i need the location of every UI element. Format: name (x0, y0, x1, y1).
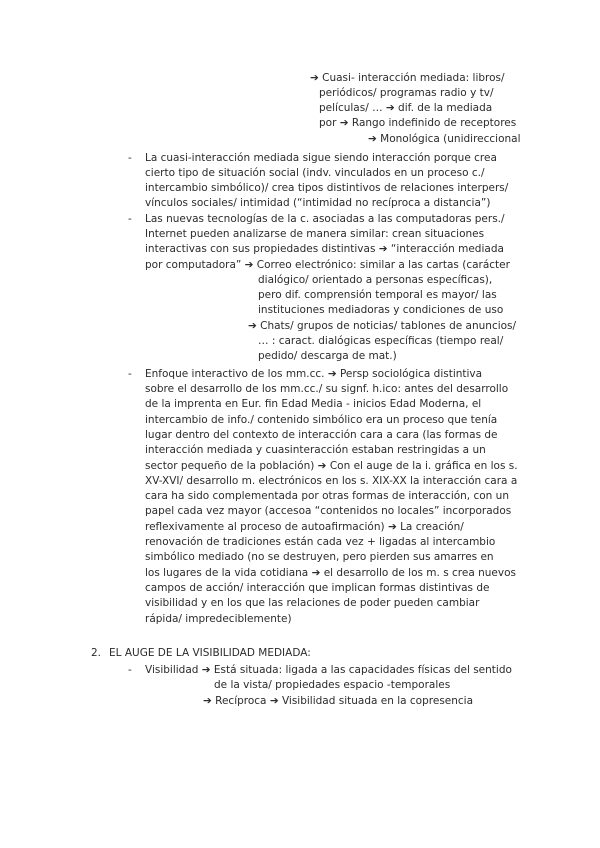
text-line: los lugares de la vida cotidiana ➔ el desarrollo de los m. s crea nuevos (145, 567, 516, 579)
text-line: reflexivamente al proceso de autoafirmación) ➔ La creación/ (145, 521, 464, 533)
bullet-dash: - (128, 664, 132, 676)
text-line: ➔ Monológica (unidireccional (368, 133, 521, 145)
text-line: campos de acción/ interacción que implican formas distintivas de (145, 582, 490, 594)
section-number: 2. (91, 647, 102, 659)
text-line: simbólico mediado (no se destruyen, pero pierden sus amarres en (145, 551, 494, 563)
text-line: … : caract. dialógicas específicas (tiempo real/ (258, 335, 504, 347)
text-line: vínculos sociales/ intimidad (“intimidad no recíproca a distancia”) (145, 197, 491, 209)
text-line: interactivas con sus propiedades distintivas ➔ “interacción mediada (145, 243, 504, 255)
text-line: rápida/ impredeciblemente) (145, 613, 292, 625)
text-line: periódicos/ programas radio y tv/ (319, 87, 494, 99)
text-line: Internet pueden analizarse de manera similar: crean situaciones (145, 228, 485, 240)
text-line: Visibilidad ➔ Está situada: ligada a las capacidades físicas del sentido (145, 664, 512, 676)
text-line: XV-XVI/ desarrollo m. electrónicos en los s. XIX-XX la interacción cara a (145, 475, 518, 487)
text-line: instituciones mediadoras y condiciones de uso (258, 304, 504, 316)
text-line: renovación de tradiciones están cada vez + ligadas al intercambio (145, 536, 496, 548)
text-line: intercambio simbólico)/ crea tipos distintivos de relaciones interpers/ (145, 182, 509, 194)
text-line: interacción mediada y cuasinteracción estaban restringidas a un (145, 444, 486, 456)
text-line: de la imprenta en Eur. fin Edad Media - inicios Edad Moderna, el (145, 398, 482, 410)
bullet-dash: - (128, 213, 132, 225)
text-line: papel cada vez mayor (accesoa “contenidos no locales” incorporados (145, 505, 512, 517)
text-line: visibilidad y en los que las relaciones de poder pueden cambiar (145, 597, 480, 609)
text-line: cara ha sido complementada por otras formas de interacción, con un (145, 490, 509, 502)
text-line: por computadora” ➔ Correo electrónico: similar a las cartas (carácter (145, 259, 510, 271)
text-line: sobre el desarrollo de los mm.cc./ su signf. h.ico: antes del desarrollo (145, 383, 509, 395)
text-line: dialógico/ orientado a personas específicas), (258, 274, 493, 286)
text-line: pero dif. comprensión temporal es mayor/ las (258, 289, 497, 301)
text-line: Las nuevas tecnologías de la c. asociadas a las computadoras pers./ (145, 213, 505, 225)
text-line: por ➔ Rango indefinido de receptores (319, 117, 517, 129)
text-line: intercambio de info./ contenido simbólico era un proceso que tenía (145, 414, 498, 426)
text-line: ➔ Recíproca ➔ Visibilidad situada en la copresencia (203, 695, 474, 707)
bullet-dash: - (128, 152, 132, 164)
text-line: sector pequeño de la población) ➔ Con el auge de la i. gráfica en los s. (145, 460, 518, 472)
text-line: ➔ Cuasi- interacción mediada: libros/ (310, 72, 505, 84)
text-line: La cuasi-interacción mediada sigue siendo interacción porque crea (145, 152, 497, 164)
text-line: cierto tipo de situación social (indv. vinculados en un proceso c./ (145, 167, 485, 179)
text-line: de la vista/ propiedades espacio -temporales (214, 679, 451, 691)
section-heading: EL AUGE DE LA VISIBILIDAD MEDIADA: (109, 647, 311, 659)
text-line: películas/ … ➔ dif. de la mediada (319, 102, 493, 114)
text-line: lugar dentro del contexto de interacción cara a cara (las formas de (145, 429, 498, 441)
text-line: ➔ Chats/ grupos de noticias/ tablones de anuncios/ (248, 320, 517, 332)
text-line: Enfoque interactivo de los mm.cc. ➔ Persp sociológica distintiva (145, 368, 483, 380)
text-line: pedido/ descarga de mat.) (258, 350, 397, 362)
bullet-dash: - (128, 368, 132, 380)
